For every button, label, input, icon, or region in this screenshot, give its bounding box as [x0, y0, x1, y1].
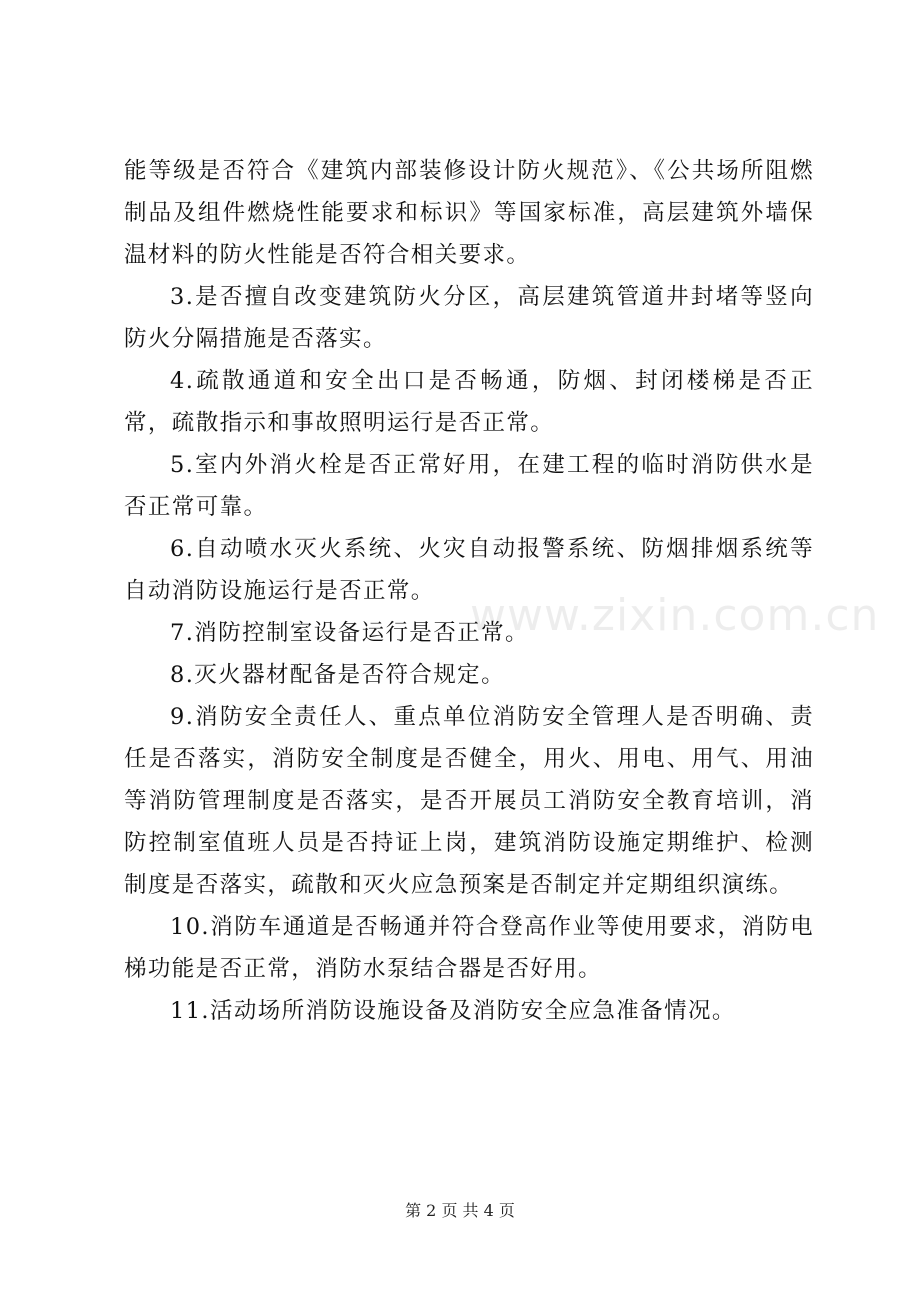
paragraph-item-4: 4.疏散通道和安全出口是否畅通，防烟、封闭楼梯是否正常，疏散指示和事故照明运行是否正常。	[124, 368, 814, 436]
paragraph-item-7: 7.消防控制室设备运行是否正常。	[170, 620, 529, 646]
paragraph-continuation: 能等级是否符合《建筑内部装修设计防火规范》、《公共场所阻燃制品及组件燃烧性能要求和标识》等国家标准，高层建筑外墙保温材料的防火性能是否符合相关要求。	[124, 158, 814, 268]
watermark-text: www.zixin.com.cn	[470, 590, 880, 641]
paragraph-item-10: 10.消防车通道是否畅通并符合登高作业等使用要求，消防电梯功能是否正常，消防水泵结合器是否好用。	[124, 914, 814, 982]
paragraph-item-5: 5.室内外消火栓是否正常好用，在建工程的临时消防供水是否正常可靠。	[124, 452, 814, 520]
paragraph-item-9: 9.消防安全责任人、重点单位消防安全管理人是否明确、责任是否落实，消防安全制度是否健全，用火、用电、用气、用油等消防管理制度是否落实，是否开展员工消防安全教育培训，消防控制室值班人员是否持证上岗，建筑消防设施定期维护、检测制度是否落实，疏散和灭火应急预案是否制定并定期组织演练。	[124, 704, 814, 898]
page-footer: 第 2 页 共 4 页	[405, 1201, 515, 1220]
paragraph-item-3: 3.是否擅自改变建筑防火分区，高层建筑管道井封堵等竖向防火分隔措施是否落实。	[124, 284, 814, 352]
paragraph-item-6: 6.自动喷水灭火系统、火灾自动报警系统、防烟排烟系统等自动消防设施运行是否正常。	[124, 536, 814, 604]
paragraph-item-8: 8.灭火器材配备是否符合规定。	[170, 662, 505, 688]
paragraph-item-11: 11.活动场所消防设施设备及消防安全应急准备情况。	[170, 998, 736, 1024]
